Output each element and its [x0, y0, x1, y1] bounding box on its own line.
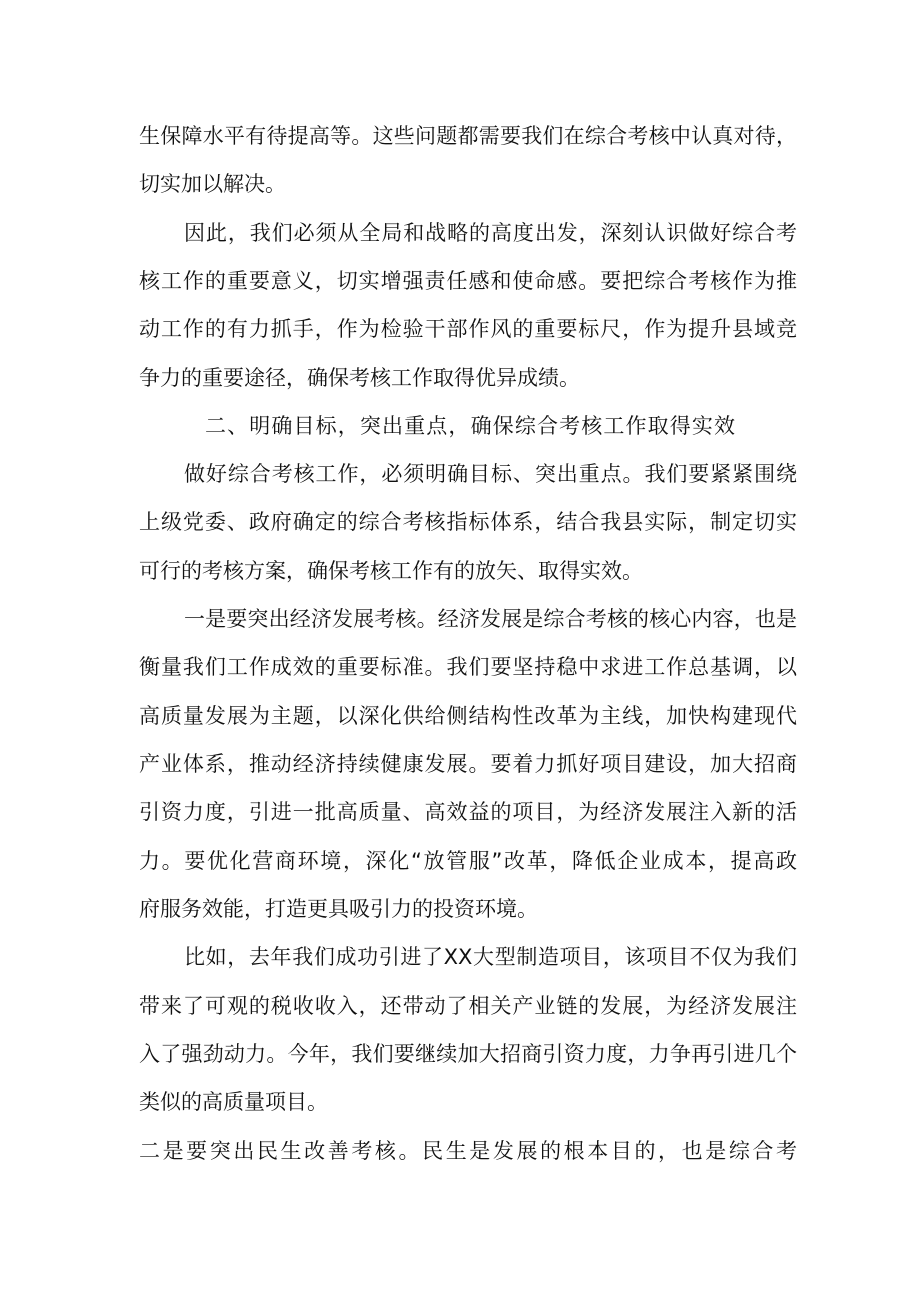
- text-line: 入了强劲动力。今年，我们要继续加大招商引资力度，力争再引进几个: [139, 1042, 797, 1066]
- text-line: 可行的考核方案，确保考核工作有的放矢、取得实效。: [139, 559, 643, 583]
- text-line: 府服务效能，打造更具吸引力的投资环境。: [139, 897, 538, 921]
- text-line: 引资力度，引进一批高质量、高效益的项目，为经济发展注入新的活: [139, 800, 797, 824]
- text-line: 高质量发展为主题，以深化供给侧结构性改革为主线，加快构建现代: [139, 704, 797, 728]
- paragraph-start-line: 一是要突出经济发展考核。经济发展是综合考核的核心内容，也是: [184, 607, 797, 631]
- section-heading: 二、明确目标，突出重点，确保综合考核工作取得实效: [205, 414, 735, 438]
- text-line: 力。要优化营商环境，深化“放管服”改革，降低企业成本，提高政: [139, 849, 797, 873]
- text-line: 核工作的重要意义，切实增强责任感和使命感。要把综合考核作为推: [139, 269, 797, 293]
- text-line: 带来了可观的税收收入，还带动了相关产业链的发展，为经济发展注: [139, 994, 797, 1018]
- text-line: 切实加以解决。: [139, 172, 286, 196]
- text-line: 衡量我们工作成效的重要标准。我们要坚持稳中求进工作总基调，以: [139, 655, 797, 679]
- paragraph-start-line: 做好综合考核工作，必须明确目标、突出重点。我们要紧紧围绕: [184, 462, 797, 486]
- paragraph-start-line: 因此，我们必须从全局和战略的高度出发，深刻认识做好综合考: [184, 221, 797, 245]
- text-line: 动工作的有力抓手，作为检验干部作风的重要标尺，作为提升县域竞: [139, 317, 797, 341]
- text-line: 类似的高质量项目。: [139, 1090, 328, 1114]
- text-line: 产业体系，推动经济持续健康发展。要着力抓好项目建设，加大招商: [139, 752, 797, 776]
- text-line: 争力的重要途径，确保考核工作取得优异成绩。: [139, 366, 580, 390]
- text-line: 上级党委、政府确定的综合考核指标体系，结合我县实际，制定切实: [139, 510, 797, 534]
- paragraph-start-line: 二是要突出民生改善考核。民生是发展的根本目的，也是综合考: [139, 1139, 797, 1163]
- paragraph-start-line: 比如，去年我们成功引进了XX大型制造项目，该项目不仅为我们: [184, 945, 797, 969]
- text-line: 生保障水平有待提高等。这些问题都需要我们在综合考核中认真对待，: [139, 124, 797, 148]
